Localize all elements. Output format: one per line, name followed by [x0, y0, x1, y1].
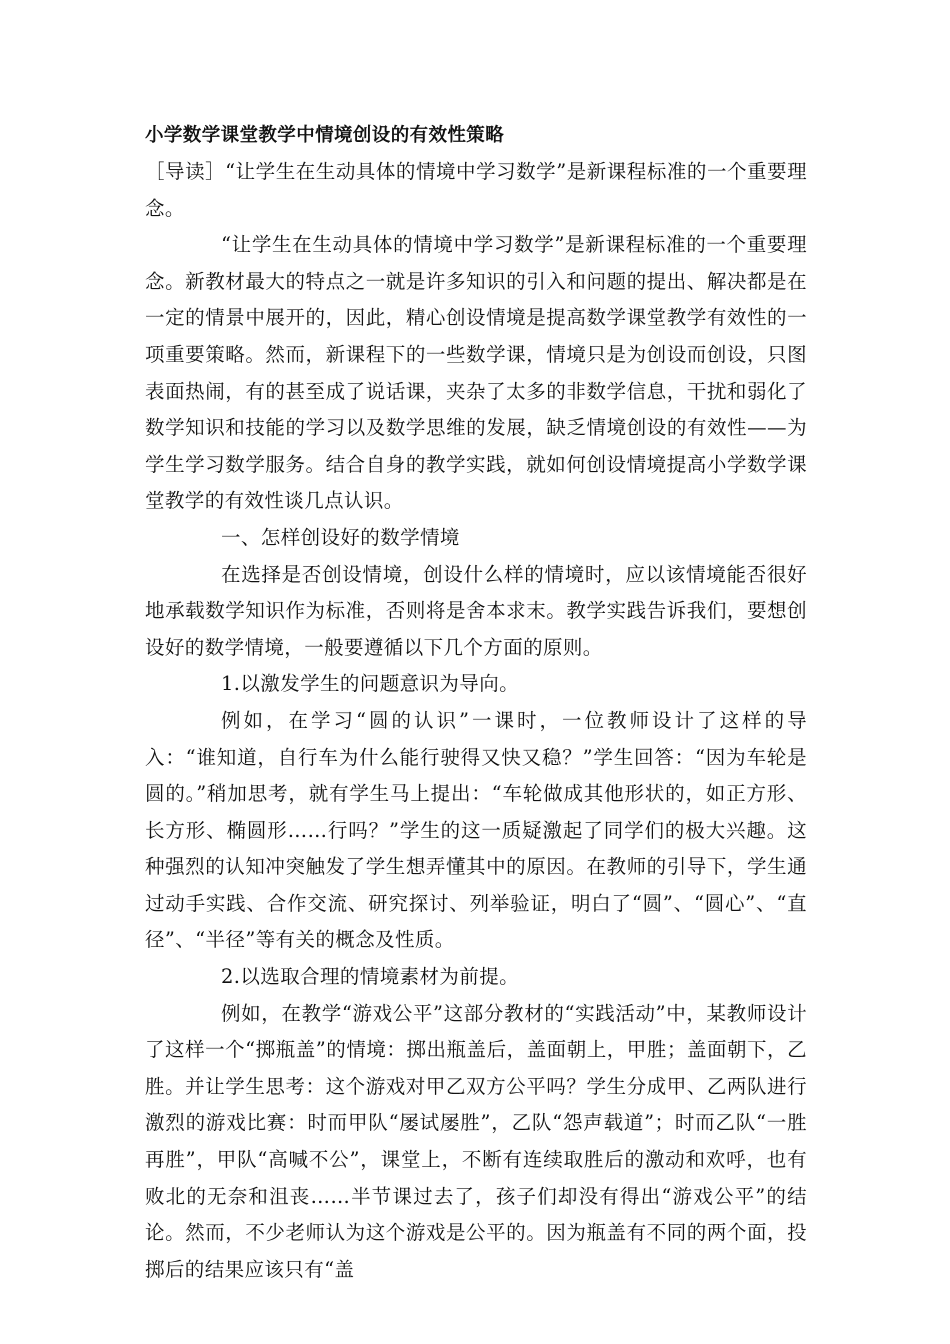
- body-paragraph: “让学生在生动具体的情境中学习数学”是新课程标准的一个重要理念。新教材最大的特点之一就是许多知识的引入和问题的提出、解决都是在一定的情景中展开的，因此，精心创设情境是提高数学课堂教学有效性的一项重要策略。然而，新课程下的一些数学课，情境只是为创设而创设，只图表面热闹，有的甚至成了说话课，夹杂了太多的非数学信息，干扰和弱化了数学知识和技能的学习以及数学思维的发展，缺乏情境创设的有效性——为学生学习数学服务。结合自身的教学实践，就如何创设情境提高小学数学课堂教学的有效性谈几点认识。: [145, 233, 807, 513]
- intro-paragraph: ［导读］“让学生在生动具体的情境中学习数学”是新课程标准的一个重要理念。: [145, 160, 807, 220]
- body-paragraph: 例如，在学习“圆的认识”一课时，一位教师设计了这样的导入：“谁知道，自行车为什么能行驶得又快又稳？”学生回答：“因为车轮是圆的。”稍加思考，就有学生马上提出：“车轮做成其他形状的，如正方形、长方形、椭圆形……行吗？”学生的这一质疑激起了同学们的极大兴趣。这种强烈的认知冲突触发了学生想弄懂其中的原因。在教师的引导下，学生通过动手实践、合作交流、研究探讨、列举验证，明白了“圆”、“圆心”、“直径”、“半径”等有关的概念及性质。: [145, 708, 807, 952]
- document-title: 小学数学课堂教学中情境创设的有效性策略: [145, 125, 505, 146]
- subsection-heading: 2.以选取合理的情境素材为前提。: [221, 965, 520, 989]
- body-paragraph: 在选择是否创设情境，创设什么样的情境时，应以该情境能否很好地承载数学知识作为标准，否则将是舍本求末。教学实践告诉我们，要想创设好的数学情境，一般要遵循以下几个方面的原则。: [145, 562, 807, 659]
- body-paragraph: 例如，在教学“游戏公平”这部分教材的“实践活动”中，某教师设计了这样一个“掷瓶盖”的情境：掷出瓶盖后，盖面朝上，甲胜；盖面朝下，乙胜。并让学生思考：这个游戏对甲乙双方公平吗？学生分成甲、乙两队进行激烈的游戏比赛：时而甲队“屡试屡胜”，乙队“怨声载道”；时而乙队“一胜再胜”，甲队“高喊不公”，课堂上，不断有连续取胜后的激动和欢呼，也有败北的无奈和沮丧……半节课过去了，孩子们却没有得出“游戏公平”的结论。然而，不少老师认为这个游戏是公平的。因为瓶盖有不同的两个面，投掷后的结果应该只有“盖: [145, 1001, 807, 1281]
- section-heading: 一、怎样创设好的数学情境: [221, 525, 460, 549]
- document-page: [145, 118, 807, 1288]
- subsection-heading: 1.以激发学生的问题意识为导向。: [221, 672, 520, 696]
